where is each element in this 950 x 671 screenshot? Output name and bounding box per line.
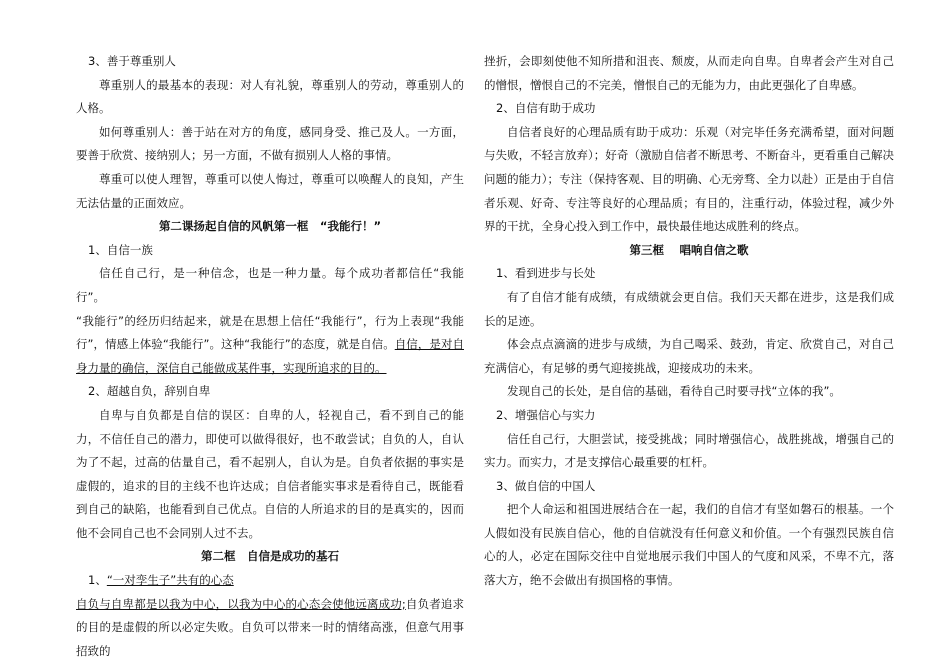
- section-number: 1、: [88, 573, 107, 588]
- section-heading: 2、增强信心与实力: [496, 407, 596, 422]
- paragraph: 信任自己行，是一种信念，也是一种力量。每个成功者都信任“我能行”。: [76, 266, 464, 304]
- section-heading: 1、自信一族: [88, 242, 153, 257]
- section-heading: 3、做自信的中国人: [496, 478, 596, 493]
- lesson-title: 第二课扬起自信的风帆第一框 “我能行！”: [158, 219, 382, 234]
- paragraph: [76, 310, 464, 381]
- underlined-sentence: 自负与自卑都是以我为中心，以我为中心的心态会使他远离成功;: [76, 596, 406, 611]
- paragraph: [76, 593, 464, 664]
- section-heading: 3、善于尊重别人: [88, 54, 176, 68]
- underlined-heading: “一对孪生子”共有的心态: [106, 573, 234, 588]
- section-heading: 2、超越自负，辞别自卑: [88, 384, 211, 399]
- paragraph: 如何尊重别人：善于站在对方的角度，感同身受、推己及人。一方面，要善于欣赏、接纳别人；另一方面，不做有损别人人格的事情。: [76, 124, 464, 163]
- lesson-title: 第二框 自信是成功的基石: [201, 549, 339, 564]
- paragraph: 体会点点滴滴的进步与成绩，为自己喝采、鼓劲，肯定、欣赏自己，对自己充满信心，有足够的勇气迎接挑战，迎接成功的未来。: [484, 337, 894, 375]
- section-heading: 2、自信有助于成功: [496, 101, 596, 116]
- section-heading: 1、看到进步与长处: [496, 266, 596, 281]
- lesson-title: 第三框 唱响自信之歌: [629, 242, 749, 257]
- left-column: [76, 50, 464, 663]
- paragraph: 信任自己行，大胆尝试，接受挑战；同时增强信心，战胜挑战，增强自己的实力。而实力，才是支撑信心最重要的杠杆。: [484, 431, 894, 470]
- paragraph: 发现自己的长处，是自信的基础，看待自己时要寻找“立体的我”。: [507, 384, 841, 399]
- paragraph: 有了自信才能有成绩，有成绩就会更自信。我们天天都在进步，这是我们成长的足迹。: [484, 289, 894, 328]
- paragraph: 自卑与自负都是自信的误区：自卑的人，轻视自己，看不到自己的能力，不信任自己的潜力，即使可以做得很好，也不敢尝试；自负的人，自认为了不起，过高的估量自己，看不起别人，自认为是。自负者依据的事实是虚假的，追求的目的主线不也许达成；自信者能实事求是看待自己，既能看到自己的缺陷，也能看到自己优点。自信的人所追求的目的是真实的，因而他不会同自己也不会同别人过不去。: [76, 407, 464, 540]
- paragraph: 尊重可以使人理智，尊重可以使人悔过，尊重可以唤醒人的良知，产生无法估量的正面效应。: [76, 171, 464, 210]
- paragraph-text: 自负者追求的目的是虚假的所以必定失败。自负可以带来一时的情绪高涨，但意气用事招致的: [76, 596, 464, 658]
- section-heading: [76, 569, 464, 593]
- paragraph: 把个人命运和祖国进展结合在一起，我们的自信才有坚如磐石的根基。一个人假如没有民族自信心，他的自信就没有任何意义和价值。一个有强烈民族自信心的人，必定在国际交往中自觉地展示我们中国人的气度和风采，不卑不亢，落落大方，绝不会做出有损国格的事情。: [484, 502, 894, 588]
- right-column: [484, 50, 894, 593]
- paragraph: 挫折，会即刻使他不知所措和沮丧、颓废，从而走向自卑。自卑者会产生对自己的憎恨，憎恨自己的不完美，憎恨自己的无能为力，由此更强化了自卑感。: [484, 54, 894, 92]
- paragraph: 自信者良好的心理品质有助于成功：乐观（对完毕任务充满希望，面对问题与失败，不轻言放弃）；好奇（激励自信者不断思考、不断奋斗，更看重自己解决问题的能力）；专注（保持客观、目的明确、心无旁骛、全力以赴）正是由于自信者乐观、好奇、专注等良好的心理品质；有目的，注重行动，体验过程，减少外界的干扰，全身心投入到工作中，最快最佳地达成胜利的终点。: [484, 124, 894, 234]
- underlined-definition: 自信，是对自身力量的确信，深信自己能做成某件事，实现所追求的目的。: [76, 337, 464, 375]
- paragraph: 尊重别人的最基本的表现：对人有礼貌，尊重别人的劳动，尊重别人的人格。: [76, 77, 464, 116]
- paragraph-text: “我能行”的经历归结起来，就是在思想上信任“我能行”，行为上表现“我能行”，情感上体验“我能行”。这种“我能行”的态度，就是自信。: [76, 313, 464, 352]
